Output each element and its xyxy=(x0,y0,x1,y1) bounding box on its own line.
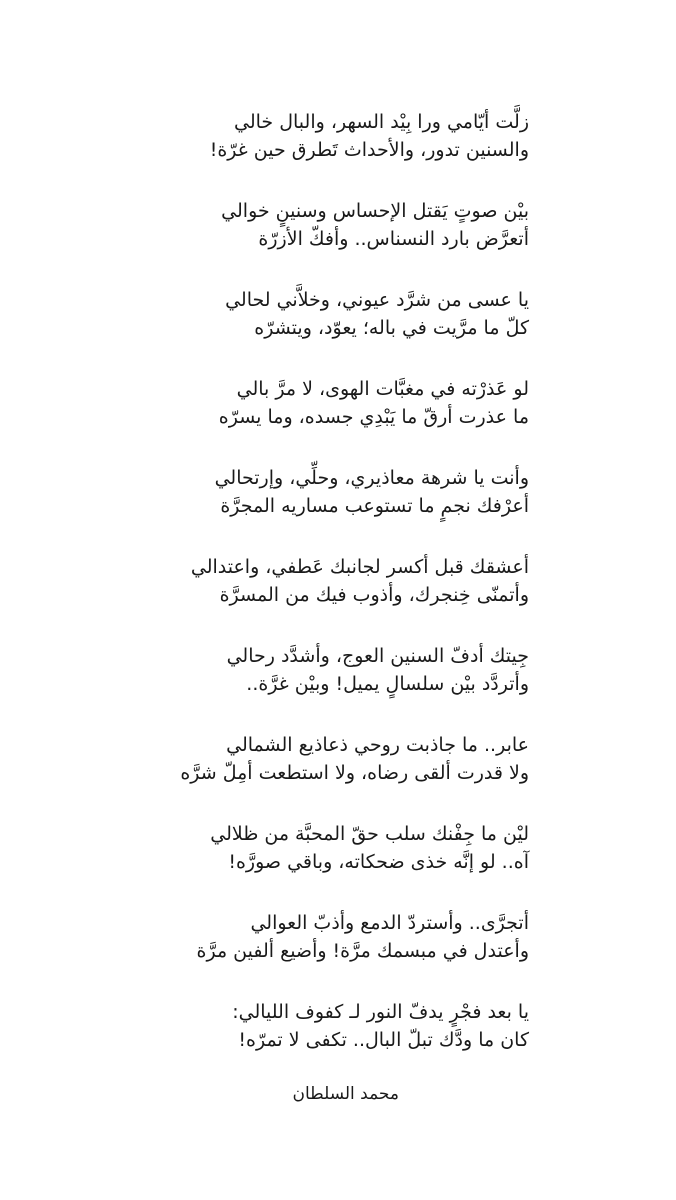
verse-line: أتعرَّض بارد النسناس.. وأفكّ الأزرّة xyxy=(258,228,529,250)
verse-line: جِيتك أدفّ السنين العوج، وأشدَّد رحالي xyxy=(226,645,529,667)
stanza-1 xyxy=(69,108,529,197)
verse-line: يا بعد فجْرٍ يدفّ النور لـ كفوف الليالي: xyxy=(232,1001,529,1023)
verse-line: لو عَذرْته في مغبَّات الهوى، لا مرَّ بالي xyxy=(236,378,529,400)
stanza-2 xyxy=(69,197,529,286)
stanza-5 xyxy=(69,464,529,553)
verse-line: أعرْفك نجمٍ ما تستوعب مساريه المجرَّة xyxy=(220,495,529,517)
verse-line: وأنت يا شرهة معاذيري، وحلِّي، وإرتحالي xyxy=(214,467,529,489)
verse-line: وأعتدل في مبسمك مرَّة! وأضيع ألفين مرَّة xyxy=(196,940,529,962)
verse-line: يا عسى من شرَّد عيوني، وخلاَّني لحالي xyxy=(225,289,529,311)
verse-line: آه.. لو إنَّه خذى ضحكاته، وباقي صورَّه! xyxy=(228,851,529,873)
verse-line: بيْن صوتٍ يَقتل الإحساس وسنينٍ خوالي xyxy=(221,200,529,222)
poem xyxy=(69,108,529,1087)
stanza-9 xyxy=(69,820,529,909)
verse-line: وأتردَّد بيْن سلسالٍ يميل! وبيْن غرَّة.. xyxy=(246,673,529,695)
stanza-6 xyxy=(69,553,529,642)
verse-line: ليْن ما جِفْنك سلب حقّ المحبَّة من ظلالي xyxy=(210,823,529,845)
verse-line: أتجرَّى.. وأستردّ الدمع وأذبّ العوالي xyxy=(250,912,529,934)
stanza-7 xyxy=(69,642,529,731)
verse-line: أعشقك قبل أكسر لجانبك عَطفي، واعتدالي xyxy=(190,556,529,578)
verse-line: كلّ ما مرَّيت في باله؛ يعوّد، ويتشرّه xyxy=(254,317,529,339)
verse-line: والسنين تدور، والأحداث تَطرق حين غرّة! xyxy=(209,139,529,161)
stanza-3 xyxy=(69,286,529,375)
stanza-10 xyxy=(69,909,529,998)
verse-line: وأتمنّى خِنجرك، وأذوب فيك من المسرَّة xyxy=(219,584,529,606)
verse-line: ولا قدرت ألقى رضاه، ولا استطعت أمِلّ شرَّه xyxy=(180,762,529,784)
author-name: محمد السلطان xyxy=(292,1084,399,1104)
stanza-11 xyxy=(69,998,529,1087)
stanza-8 xyxy=(69,731,529,820)
verse-line: عابر.. ما جاذبت روحي ذعاذيع الشمالي xyxy=(226,734,529,756)
verse-line: كان ما ودَّك تبلّ البال.. تكفى لا تمرّه! xyxy=(238,1029,529,1051)
verse-line: زلَّت أيّامي ورا بِيْد السهر، والبال خالي xyxy=(234,111,529,133)
verse-line: ما عذرت أرقّ ما يَبْدِي جسده، وما يسرّه xyxy=(218,406,529,428)
stanza-4 xyxy=(69,375,529,464)
